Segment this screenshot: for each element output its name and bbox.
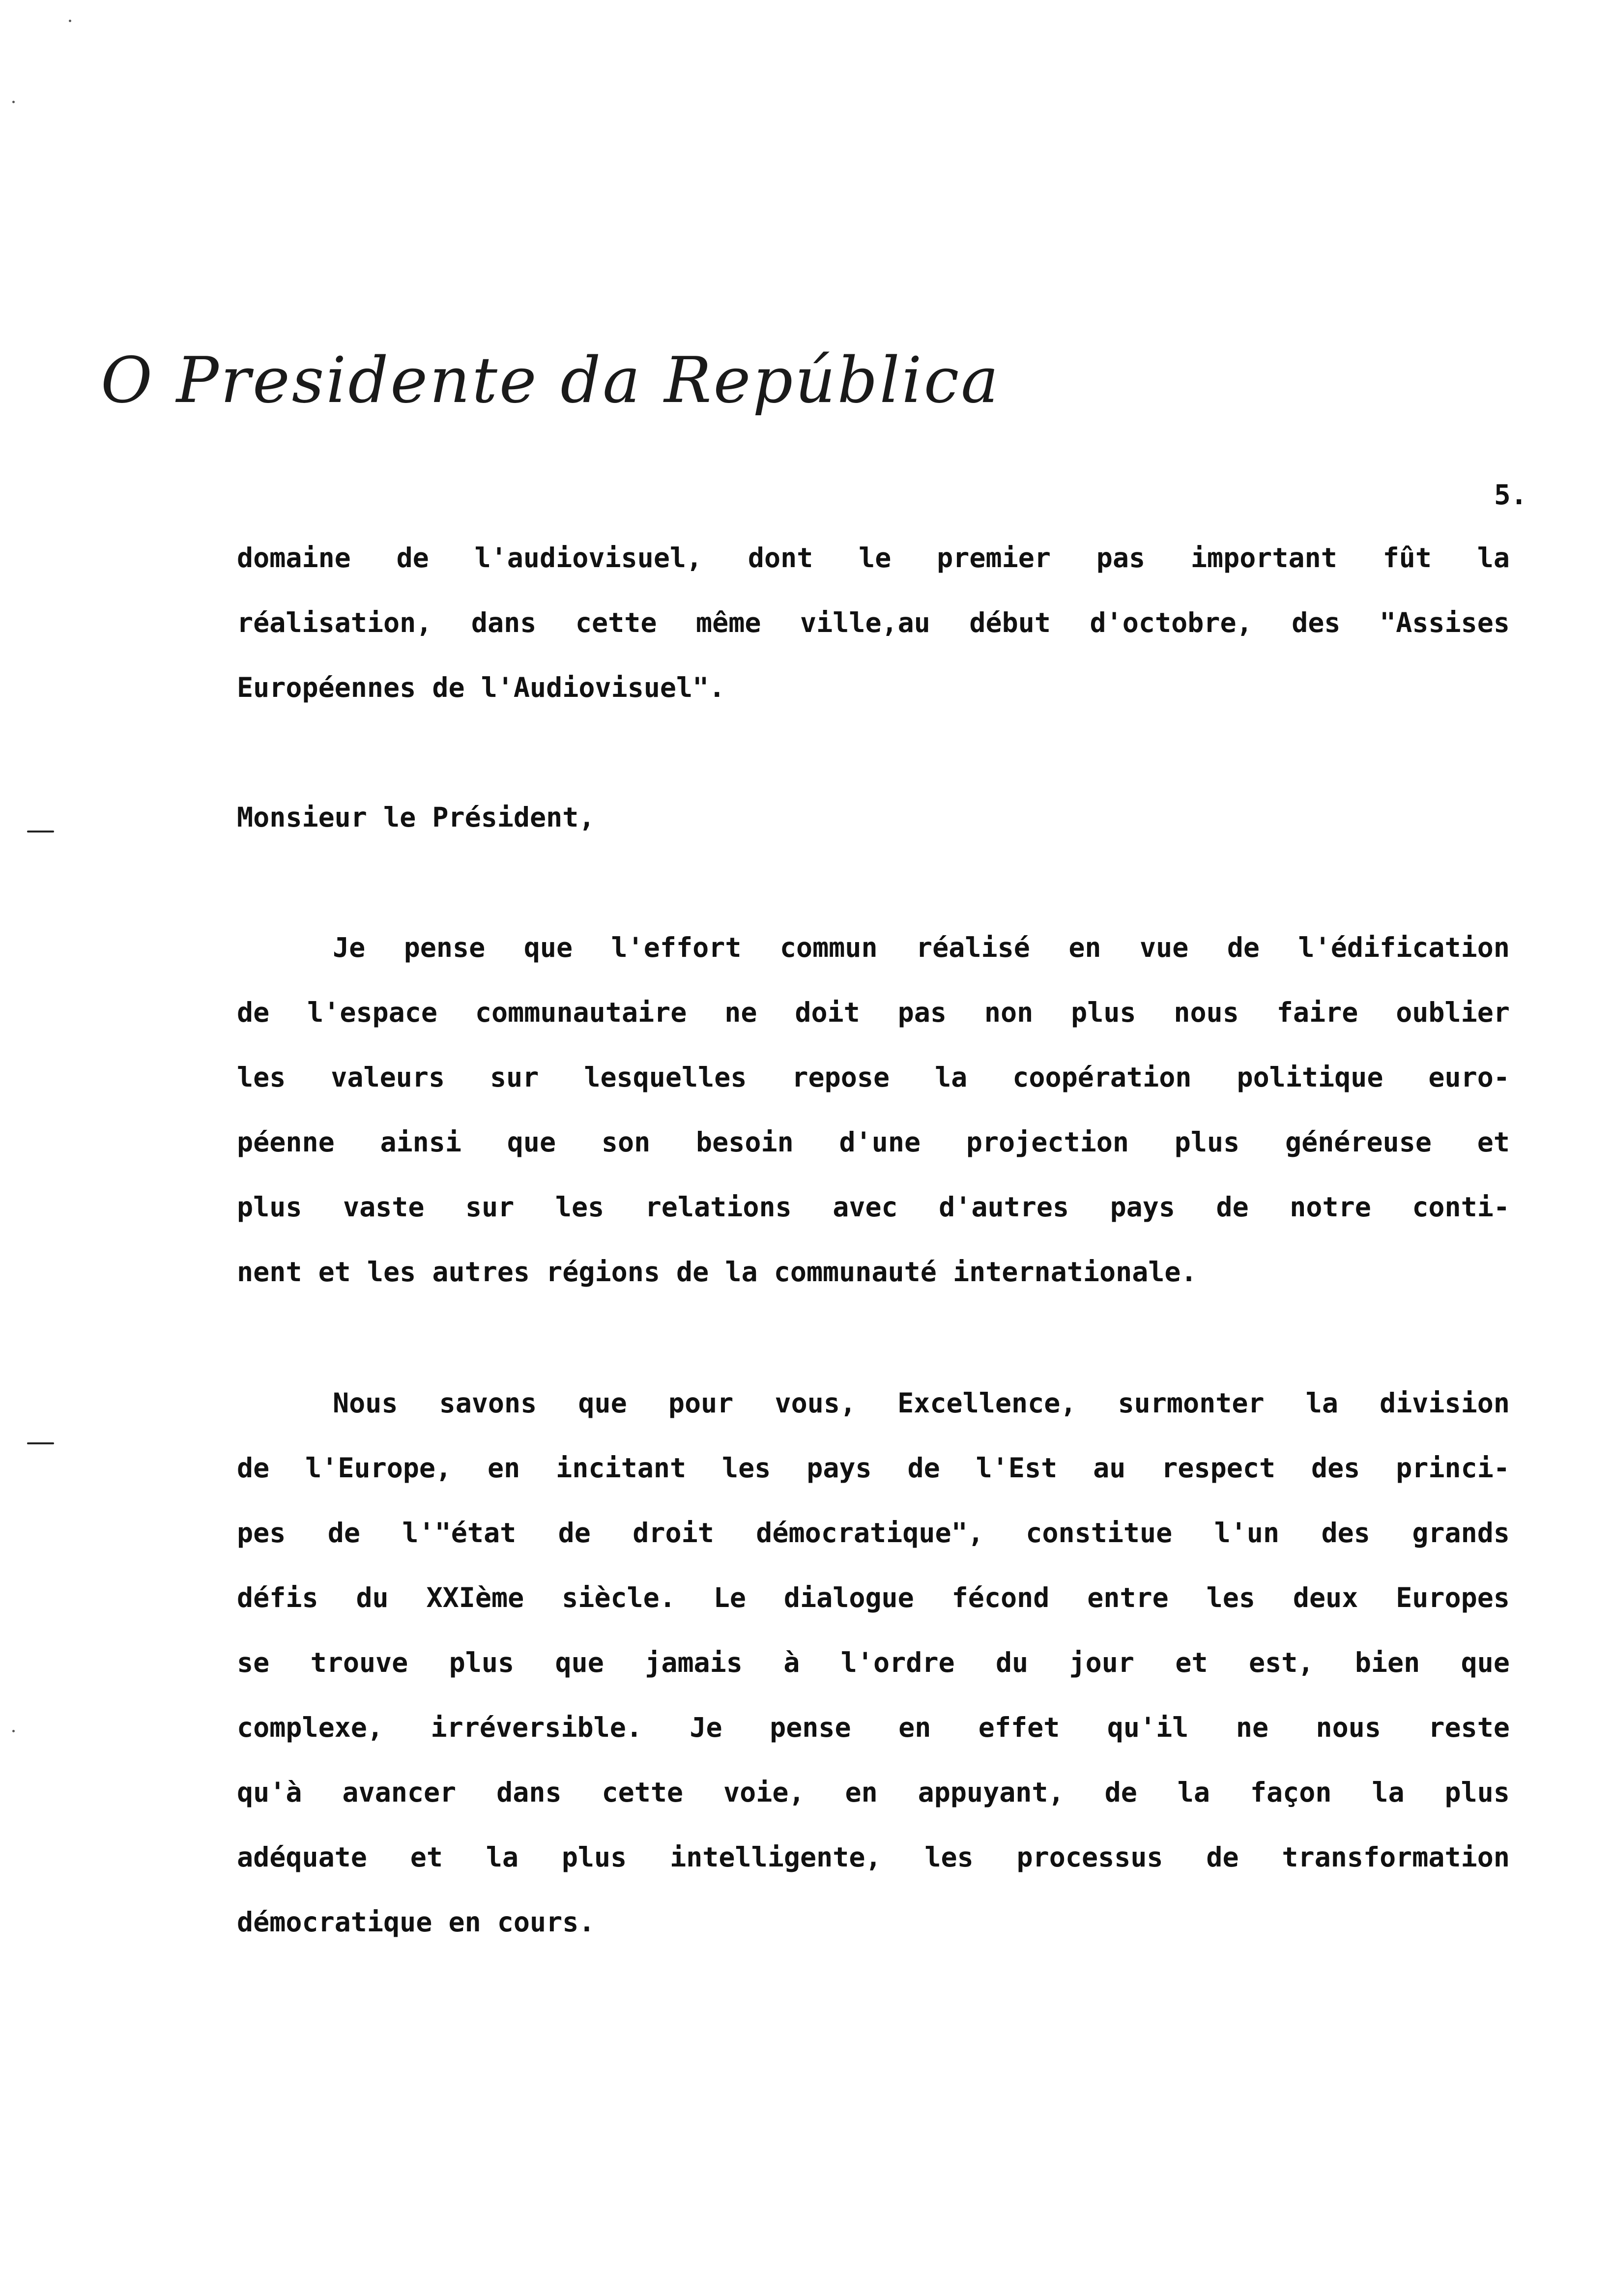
text-line: de l'espace communautaire ne doit pas non plus nous faire oublier (237, 997, 1510, 1028)
text-line: péenne ainsi que son besoin d'une projection plus généreuse et (237, 1126, 1510, 1158)
text-line: défis du XXIème siècle. Le dialogue fécond entre les deux Europes (237, 1582, 1510, 1613)
text-line: adéquate et la plus intelligente, les processus de transformation (237, 1841, 1510, 1873)
text-line: Je pense que l'effort commun réalisé en vue de l'édification (333, 932, 1510, 963)
page-number: 5. (1494, 479, 1527, 511)
text-line: pes de l'"état de droit démocratique", constitue l'un des grands (237, 1517, 1510, 1549)
text-line: Nous savons que pour vous, Excellence, surmonter la division (333, 1387, 1510, 1419)
scan-speck (69, 20, 71, 22)
text-line: les valeurs sur lesquelles repose la coopération politique euro- (237, 1062, 1510, 1093)
letterhead: O Presidente da República (101, 344, 1001, 417)
text-line: complexe, irréversible. Je pense en effet qu'il ne nous reste (237, 1712, 1510, 1743)
text-line: Monsieur le Président, (237, 802, 595, 833)
text-line: Européennes de l'Audiovisuel". (237, 672, 725, 703)
text-line: réalisation, dans cette même ville,au début d'octobre, des "Assises (237, 607, 1510, 638)
text-line: se trouve plus que jamais à l'ordre du jour et est, bien que (237, 1647, 1510, 1678)
scan-speck (12, 1730, 15, 1732)
text-line: plus vaste sur les relations avec d'autres pays de notre conti- (237, 1191, 1510, 1223)
scan-speck (12, 101, 15, 103)
text-line: nent et les autres régions de la communauté internationale. (237, 1256, 1197, 1288)
text-line: domaine de l'audiovisuel, dont le premier pas important fût la (237, 542, 1510, 574)
text-line: qu'à avancer dans cette voie, en appuyant, de la façon la plus (237, 1777, 1510, 1808)
margin-mark (27, 831, 54, 832)
margin-mark (27, 1442, 54, 1444)
text-line: de l'Europe, en incitant les pays de l'Est au respect des princi- (237, 1452, 1510, 1484)
text-line: démocratique en cours. (237, 1906, 595, 1938)
